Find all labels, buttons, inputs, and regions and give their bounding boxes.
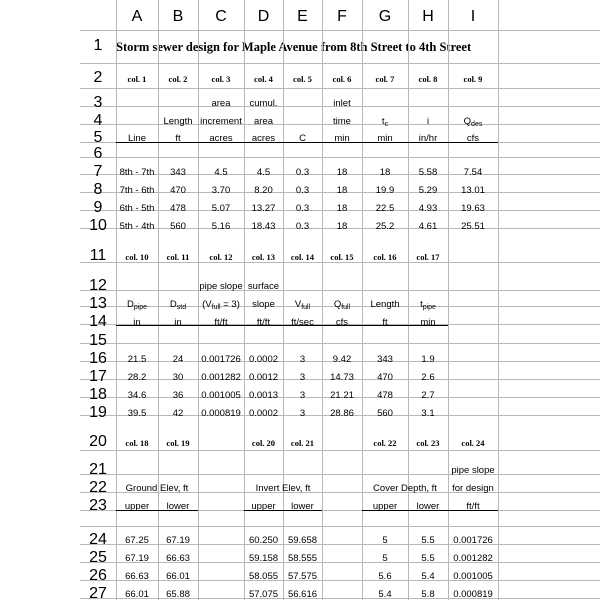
cell-b-25[interactable]: 66.63: [166, 553, 190, 564]
cell-f-14[interactable]: cfs: [335, 317, 349, 328]
cell-a-5[interactable]: Line: [128, 133, 146, 144]
cell-d-17[interactable]: 0.0012: [248, 372, 279, 383]
cell-b-11[interactable]: col. 11: [166, 252, 190, 262]
cell-c-18[interactable]: 0.001005: [201, 390, 241, 401]
cell-e-27[interactable]: 56.616: [287, 589, 318, 600]
row-number[interactable]: 22: [89, 479, 107, 496]
sheet-title: Storm sewer design for Maple Avenue from 8th Street to 4th Street: [116, 40, 472, 54]
cell-text: Q: [333, 299, 342, 310]
row-number[interactable]: 12: [89, 277, 107, 294]
cell-a-11[interactable]: col. 10: [125, 252, 149, 262]
cell-h-9[interactable]: 4.93: [418, 203, 438, 214]
cell-text-suffix: = 3): [220, 299, 240, 310]
cell-a-20[interactable]: col. 18: [125, 438, 149, 448]
cell-g-14[interactable]: ft: [382, 317, 388, 328]
cell-a-25[interactable]: 67.19: [125, 553, 149, 564]
cell-h-5[interactable]: in/hr: [418, 133, 438, 144]
cell-g-9[interactable]: 22.5: [375, 203, 395, 214]
grid-row-line: [80, 526, 600, 527]
cell-b-23[interactable]: lower: [166, 501, 190, 512]
row-number[interactable]: 15: [89, 332, 107, 349]
cell-i-10[interactable]: 25.51: [461, 221, 485, 232]
cell-c-3[interactable]: area: [211, 98, 231, 109]
cell-a-23[interactable]: upper: [124, 501, 150, 512]
cell-c-17[interactable]: 0.001282: [201, 372, 241, 383]
cell-i-2[interactable]: col. 9: [463, 74, 483, 84]
row-number[interactable]: 8: [93, 181, 103, 198]
cell-i-20[interactable]: col. 24: [461, 438, 485, 448]
cell-g-20[interactable]: col. 22: [373, 438, 397, 448]
grid-row-line: [80, 474, 600, 475]
column-header[interactable]: G: [378, 8, 392, 25]
cell-d-11[interactable]: col. 13: [251, 252, 276, 262]
cell-subscript: full: [341, 304, 351, 311]
cell-h-25[interactable]: 5.5: [421, 553, 435, 564]
grid-row-line: [80, 157, 600, 158]
cell-c-14[interactable]: ft/ft: [214, 317, 228, 328]
cell-i-24[interactable]: 0.001726: [453, 535, 493, 546]
cell-g-24[interactable]: 5: [382, 535, 388, 546]
cell-b-18[interactable]: 36: [172, 390, 184, 401]
cell-b-24[interactable]: 67.19: [166, 535, 190, 546]
grid-row-line: [80, 88, 600, 89]
cell-e-14[interactable]: ft/sec: [291, 317, 314, 328]
cell-f-9[interactable]: 18: [336, 203, 348, 214]
cell-e-16[interactable]: 3: [299, 354, 306, 365]
cell-c-10[interactable]: 5.16: [211, 221, 231, 232]
cell-gh-22[interactable]: Cover Depth, ft: [373, 483, 437, 494]
cell-a-13[interactable]: [116, 297, 158, 313]
cell-d-10[interactable]: 18.43: [251, 221, 276, 232]
cell-e-24[interactable]: 59.658: [287, 535, 318, 546]
cell-f-11[interactable]: col. 15: [330, 252, 354, 262]
cell-f-18[interactable]: 21.21: [330, 390, 354, 401]
cell-a-27[interactable]: 66.01: [125, 589, 149, 600]
cell-f-5[interactable]: min: [334, 133, 350, 144]
cell-b-20[interactable]: col. 19: [166, 438, 190, 448]
cell-h-7[interactable]: 5.58: [418, 167, 438, 178]
cell-g-25[interactable]: 5: [382, 553, 388, 564]
cell-f-3[interactable]: inlet: [333, 98, 351, 109]
cell-e-8[interactable]: 0.3: [295, 185, 310, 196]
cell-subscript: des: [471, 121, 483, 128]
grid-row-line: [80, 63, 600, 64]
cell-f-13[interactable]: [322, 297, 362, 313]
cell-h-27[interactable]: 5.8: [421, 589, 435, 600]
cell-b-5[interactable]: ft: [175, 133, 181, 144]
cell-h-17[interactable]: 2.6: [421, 372, 435, 383]
cell-d-18[interactable]: 0.0013: [248, 390, 279, 401]
cell-c-7[interactable]: 4.5: [214, 167, 228, 178]
cell-g-23[interactable]: upper: [372, 501, 398, 512]
cell-c-12[interactable]: pipe slope: [199, 281, 243, 292]
cell-c-13[interactable]: [198, 297, 244, 313]
cell-b-13[interactable]: [158, 297, 198, 313]
row-number[interactable]: 9: [93, 199, 103, 216]
column-header[interactable]: F: [337, 8, 347, 25]
column-header[interactable]: B: [172, 8, 184, 25]
cell-d-27[interactable]: 57.075: [248, 589, 279, 600]
cell-b-4[interactable]: Length: [163, 116, 193, 127]
cell-g-26[interactable]: 5.6: [378, 571, 392, 582]
row-number[interactable]: 13: [89, 295, 107, 312]
cell-b-2[interactable]: col. 2: [168, 74, 188, 84]
cell-c-9[interactable]: 5.07: [211, 203, 231, 214]
cell-h-10[interactable]: 4.61: [418, 221, 438, 232]
cell-b-10[interactable]: 560: [170, 221, 186, 232]
cell-subscript: pipe: [133, 304, 148, 311]
cell-i-27[interactable]: 0.000819: [453, 589, 493, 600]
cell-c-16[interactable]: 0.001726: [201, 354, 241, 365]
column-header[interactable]: C: [215, 8, 227, 25]
cell-e-9[interactable]: 0.3: [295, 203, 310, 214]
cell-b-9[interactable]: 478: [170, 203, 186, 214]
cell-h-14[interactable]: min: [420, 317, 436, 328]
cell-h-11[interactable]: col. 17: [416, 252, 440, 262]
row-number[interactable]: 16: [89, 350, 107, 367]
row-number[interactable]: 17: [89, 368, 107, 385]
cell-h-26[interactable]: 5.4: [421, 571, 435, 582]
cell-subscript: full: [301, 304, 311, 311]
cell-f-4[interactable]: time: [333, 116, 351, 127]
cell-text: Q: [463, 116, 472, 127]
cell-h-20[interactable]: col. 23: [416, 438, 440, 448]
cell-d-16[interactable]: 0.0002: [248, 354, 279, 365]
cell-text: t: [381, 116, 385, 127]
cell-i-7[interactable]: 7.54: [463, 167, 483, 178]
cell-b-7[interactable]: 343: [170, 167, 186, 178]
cell-e-13[interactable]: [283, 297, 322, 313]
cell-i-26[interactable]: 0.001005: [453, 571, 493, 582]
row-number[interactable]: 7: [93, 163, 103, 180]
cell-g-27[interactable]: 5.4: [378, 589, 392, 600]
cell-e-17[interactable]: 3: [299, 372, 306, 383]
row-number[interactable]: 24: [89, 531, 107, 548]
cell-d-26[interactable]: 58.055: [248, 571, 279, 582]
cell-i-22[interactable]: for design: [452, 483, 494, 494]
cell-text: D: [126, 299, 134, 310]
cell-d-8[interactable]: 8.20: [254, 185, 273, 196]
cell-a-26[interactable]: 66.63: [125, 571, 149, 582]
cell-h-2[interactable]: col. 8: [418, 74, 438, 84]
cell-a-19[interactable]: 39.5: [127, 408, 147, 419]
cell-b-26[interactable]: 66.01: [166, 571, 190, 582]
cell-f-8[interactable]: 18: [336, 185, 348, 196]
cell-h-16[interactable]: 1.9: [421, 354, 435, 365]
cell-i-9[interactable]: 19.63: [461, 203, 485, 214]
row-number[interactable]: 2: [93, 69, 103, 86]
cell-c-8[interactable]: 3.70: [211, 185, 231, 196]
cell-d-5[interactable]: acres: [251, 133, 276, 144]
cell-a-16[interactable]: 21.5: [127, 354, 147, 365]
column-header[interactable]: H: [422, 8, 434, 25]
row-number[interactable]: 19: [89, 404, 107, 421]
cell-h-8[interactable]: 5.29: [418, 185, 438, 196]
cell-d-20[interactable]: col. 20: [251, 438, 276, 448]
cell-ab-22[interactable]: Ground Elev, ft: [125, 483, 189, 494]
cell-subscript: full: [211, 304, 221, 311]
cell-h-24[interactable]: 5.5: [421, 535, 435, 546]
cell-de-22[interactable]: Invert Elev, ft: [255, 483, 311, 494]
cell-a-14[interactable]: in: [133, 317, 141, 328]
cell-e-23[interactable]: lower: [291, 501, 314, 512]
cell-f-17[interactable]: 14.73: [330, 372, 354, 383]
cell-g-11[interactable]: col. 16: [373, 252, 397, 262]
cell-b-14[interactable]: in: [174, 317, 182, 328]
cell-d-23[interactable]: upper: [251, 501, 276, 512]
cell-g-16[interactable]: 343: [377, 354, 393, 365]
cell-f-2[interactable]: col. 6: [332, 74, 352, 84]
column-header[interactable]: E: [297, 8, 308, 25]
cell-f-7[interactable]: 18: [336, 167, 348, 178]
cell-text: D: [169, 299, 177, 310]
cell-g-10[interactable]: 25.2: [375, 221, 395, 232]
row-number[interactable]: 10: [89, 217, 107, 234]
cell-i-23[interactable]: ft/ft: [466, 501, 480, 512]
cell-e-18[interactable]: 3: [299, 390, 306, 401]
cell-g-13[interactable]: Length: [370, 299, 400, 310]
row-number[interactable]: 3: [93, 94, 103, 111]
cell-b-8[interactable]: 470: [170, 185, 186, 196]
cell-a-18[interactable]: 34.6: [127, 390, 147, 401]
cell-g-8[interactable]: 19.9: [375, 185, 395, 196]
cell-e-20[interactable]: col. 21: [290, 438, 315, 448]
cell-d-2[interactable]: col. 4: [254, 74, 273, 84]
cell-c-2[interactable]: col. 3: [211, 74, 231, 84]
cell-f-16[interactable]: 9.42: [332, 354, 352, 365]
cell-h-18[interactable]: 2.7: [421, 390, 435, 401]
cell-b-19[interactable]: 42: [172, 408, 184, 419]
cell-d-13[interactable]: slope: [252, 299, 275, 310]
cell-g-2[interactable]: col. 7: [375, 74, 395, 84]
cell-i-5[interactable]: cfs: [466, 133, 480, 144]
cell-g-4[interactable]: [362, 114, 408, 130]
row-number[interactable]: 5: [93, 129, 103, 146]
cell-d-14[interactable]: ft/ft: [256, 317, 271, 328]
row-number[interactable]: 18: [89, 386, 107, 403]
cell-g-17[interactable]: 470: [377, 372, 393, 383]
cell-c-5[interactable]: acres: [209, 133, 233, 144]
cell-d-9[interactable]: 13.27: [251, 203, 276, 214]
cell-a-17[interactable]: 28.2: [127, 372, 147, 383]
cell-d-4[interactable]: area: [253, 116, 273, 127]
grid-row-line: [80, 30, 600, 31]
cell-b-27[interactable]: 65.88: [166, 589, 190, 600]
cell-c-4[interactable]: increment: [200, 116, 242, 127]
cell-g-18[interactable]: 478: [377, 390, 393, 401]
row-number[interactable]: 11: [89, 247, 107, 264]
cell-c-11[interactable]: col. 12: [209, 252, 233, 262]
cell-h-4[interactable]: i: [426, 116, 430, 127]
cell-d-25[interactable]: 59.158: [248, 553, 279, 564]
cell-h-23[interactable]: lower: [416, 501, 440, 512]
cell-a-8[interactable]: 7th - 6th: [119, 185, 155, 196]
cell-g-19[interactable]: 560: [377, 408, 393, 419]
cell-b-16[interactable]: 24: [172, 354, 184, 365]
column-header[interactable]: D: [257, 8, 270, 25]
cell-subscript: std: [176, 304, 187, 311]
cell-c-19[interactable]: 0.000819: [201, 408, 241, 419]
cell-g-5[interactable]: min: [377, 133, 393, 144]
cell-i-4[interactable]: [448, 114, 498, 130]
cell-a-9[interactable]: 6th - 5th: [119, 203, 155, 214]
cell-text: (V: [202, 299, 212, 310]
cell-d-7[interactable]: 4.5: [256, 167, 271, 178]
cell-d-24[interactable]: 60.250: [248, 535, 279, 546]
row-number[interactable]: 21: [89, 461, 107, 478]
row-number[interactable]: 20: [89, 433, 107, 450]
cell-e-11[interactable]: col. 14: [290, 252, 315, 262]
cell-text: t: [420, 299, 423, 310]
cell-a-10[interactable]: 5th - 4th: [119, 221, 155, 232]
cell-b-17[interactable]: 30: [172, 372, 184, 383]
cell-d-12[interactable]: surface: [247, 281, 280, 292]
cell-a-7[interactable]: 8th - 7th: [119, 167, 155, 178]
row-number[interactable]: 25: [89, 549, 107, 566]
cell-i-21[interactable]: pipe slope: [451, 465, 495, 476]
cell-e-26[interactable]: 57.575: [287, 571, 318, 582]
column-header[interactable]: I: [470, 8, 476, 25]
row-number[interactable]: 26: [89, 567, 107, 584]
column-header[interactable]: A: [131, 8, 143, 25]
row-number[interactable]: 4: [93, 112, 103, 129]
cell-g-7[interactable]: 18: [379, 167, 391, 178]
cell-e-19[interactable]: 3: [299, 408, 306, 419]
cell-f-19[interactable]: 28.86: [330, 408, 354, 419]
cell-d-19[interactable]: 0.0002: [248, 408, 279, 419]
cell-subscript: pipe: [422, 304, 436, 311]
row-number[interactable]: 23: [89, 497, 107, 514]
row-number[interactable]: 1: [93, 37, 103, 54]
cell-i-25[interactable]: 0.001282: [453, 553, 493, 564]
cell-f-10[interactable]: 18: [336, 221, 348, 232]
row-number[interactable]: 6: [93, 145, 103, 162]
row-number[interactable]: 14: [89, 313, 107, 330]
cell-e-2[interactable]: col. 5: [293, 74, 312, 84]
grid-row-line: [80, 290, 600, 291]
cell-i-8[interactable]: 13.01: [461, 185, 485, 196]
cell-a-2[interactable]: col. 1: [127, 74, 147, 84]
cell-d-3[interactable]: cumul.: [249, 98, 278, 109]
cell-e-10[interactable]: 0.3: [295, 221, 310, 232]
row-number[interactable]: 27: [89, 585, 107, 602]
cell-subscript: c: [384, 121, 389, 128]
cell-e-7[interactable]: 0.3: [295, 167, 310, 178]
cell-a-24[interactable]: 67.25: [125, 535, 149, 546]
cell-e-25[interactable]: 58.555: [287, 553, 318, 564]
grid-row-line: [80, 343, 600, 344]
cell-text: V: [294, 299, 302, 310]
cell-h-13[interactable]: [408, 297, 448, 313]
cell-h-19[interactable]: 3.1: [421, 408, 435, 419]
cell-e-5[interactable]: C: [299, 133, 306, 144]
